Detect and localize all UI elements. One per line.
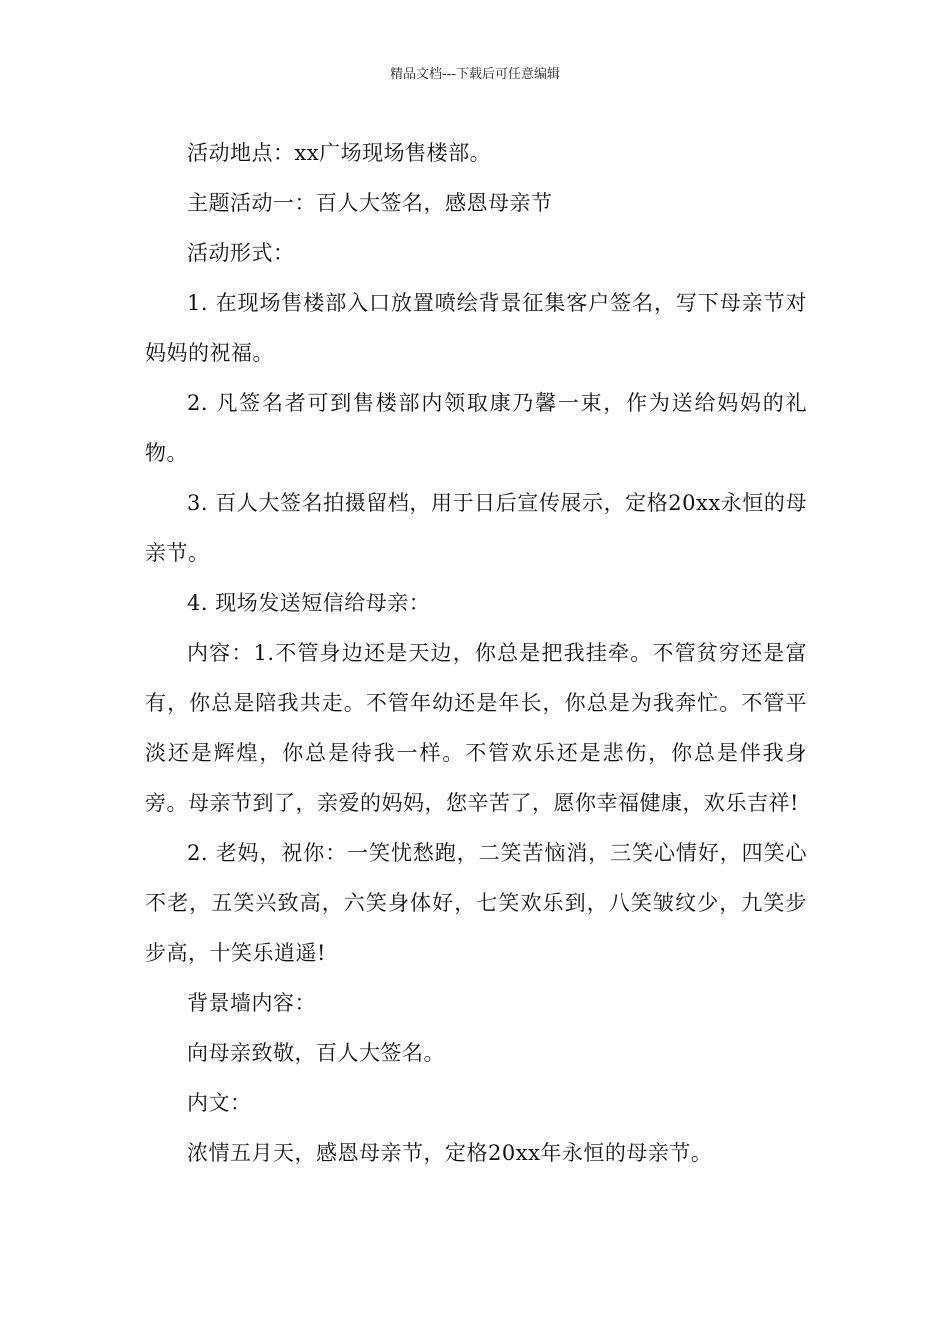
paragraph-backdrop-heading: 背景墙内容： (187, 991, 316, 1015)
paragraph-item-3: 3. 百人大签名拍摄留档，用于日后宣传展示，定格20xx永恒的母亲节。 (145, 491, 807, 565)
paragraph-activity-form: 活动形式： (187, 241, 295, 265)
paragraph-backdrop-title: 向母亲致敬，百人大签名。 (187, 1041, 445, 1065)
paragraph-item-4: 4. 现场发送短信给母亲： (187, 591, 431, 615)
paragraph-item-2: 2. 凡签名者可到售楼部内领取康乃馨一束，作为送给妈妈的礼物。 (145, 391, 807, 465)
document-body (145, 128, 807, 1178)
paragraph-item-1: 1. 在现场售楼部入口放置喷绘背景征集客户签名，写下母亲节对妈妈的祝福。 (145, 291, 807, 365)
paragraph-theme-activity: 主题活动一：百人大签名，感恩母亲节 (187, 191, 553, 215)
paragraph-body-heading: 内文： (187, 1091, 252, 1115)
paragraph-location: 活动地点：xx广场现场售楼部。 (187, 141, 492, 165)
paragraph-body-text: 浓情五月天，感恩母亲节，定格20xx年永恒的母亲节。 (187, 1141, 713, 1165)
paragraph-sms-content-2: 2. 老妈，祝你：一笑忧愁跑，二笑苦恼消，三笑心情好，四笑心不老，五笑兴致高，六笑身体好，七笑欢乐到，八笑皱纹少，九笑步步高，十笑乐逍遥! (145, 841, 807, 965)
paragraph-sms-content-1: 内容：1.不管身边还是天边，你总是把我挂牵。不管贫穷还是富有，你总是陪我共走。不管年幼还是年长，你总是为我奔忙。不管平淡还是辉煌，你总是待我一样。不管欢乐还是悲伤，你总是伴我身旁。母亲节到了，亲爱的妈妈，您辛苦了，愿你幸福健康，欢乐吉祥! (145, 641, 807, 815)
page-header: 精品文档---下载后可任意编辑 (389, 67, 561, 82)
